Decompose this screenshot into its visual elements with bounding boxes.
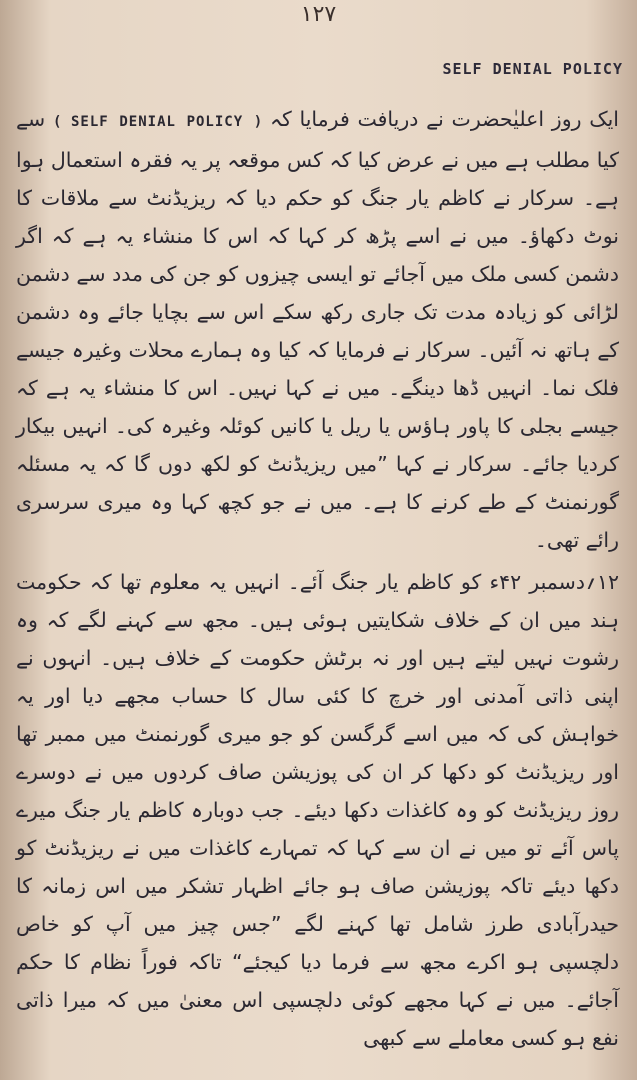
paragraph-1-lead: ایک روز اعلیٰحضرت نے دریافت فرمایا کہ <box>269 107 619 131</box>
page-body <box>16 100 619 1057</box>
paragraph-1 <box>16 100 619 559</box>
paragraph-2: ۱۲؍دسمبر ۴۲ء کو کاظم یار جنگ آئے۔ انہیں یہ معلوم تھا کہ حکومت ہند میں ان کے خلاف شکایتیں ہوئی ہیں۔ مجھ سے کہنے لگے کہ وہ رشوت نہیں لیتے ہیں اور نہ برٹش حکومت کے خلاف ہیں۔ انہوں نے اپنی ذاتی آمدنی اور خرچ کا کئی سال کا حساب مجھے دیا اور یہ خواہش کی کہ میں اسے گرگسن کو جو میری گورنمنٹ میں ممبر تھا اور ریزیڈنٹ کو دکھا کر ان کی پوزیشن صاف کردوں میں نے دوسرے روز ریزیڈنٹ کو وہ کاغذات دکھا دیئے۔ جب دوبارہ کاظم یار جنگ میرے پاس آئے تو میں نے ان سے کہا کہ تمہارے کاغذات میں نے ریزیڈنٹ کو دکھا دیئے تاکہ پوزیشن صاف ہو جائے اظہار تشکر میں اس زمانہ کا حیدرآبادی طرز شامل تھا کہنے لگے ”جس چیز میں آپ کو خاص دلچسپی ہو اکرے مجھ سے فرما دیا کیجئے“ تاکہ فوراً نظام کا حکم آجائے۔ میں نے کہا مجھے کوئی دلچسپی اس معنیٰ میں کہ میرا ذاتی نفع ہو کسی معاملے سے کبھی <box>16 570 619 1050</box>
paragraph-1-rest: سے کیا مطلب ہے میں نے عرض کیا کہ کس موقعہ پر یہ فقرہ استعمال ہوا ہے۔ سرکار نے کاظم یار جنگ کو حکم دیا کہ ریزیڈنٹ سے ملاقات کا نوٹ دکھاؤ۔ میں نے اسے پڑھ کر کہا کہ اس کا منشاء یہ ہے کہ اگر دشمن کسی ملک میں آجائے تو ایسی چیزوں کو جن کی مدد سے دشمن لڑائی کو زیادہ مدت تک جاری رکھ سکے اس سے بچایا جائے وہ دشمن کے ہاتھ نہ آئیں۔ سرکار نے فرمایا کہ کیا وہ ہمارے محلات وغیرہ جیسے فلک نما۔ انہیں ڈھا دینگے۔ میں نے کہا نہیں۔ اس کا منشاء یہ ہے کہ جیسے بجلی کا پاور ہاؤس یا ریل یا کانیں کوئلہ وغیرہ کی۔ انہیں بیکار کردیا جائے۔ سرکار نے کہا ”میں ریزیڈنٹ کو لکھ دوں گا کہ یہ مسئلہ گورنمنٹ کے طے کرنے کا ہے۔ میں نے جو کچھ کہا وہ میری سرسری رائے تھی۔ <box>16 107 619 552</box>
page-number: ۱۲۷ <box>300 2 337 27</box>
policy-term: ( SELF DENIAL POLICY ) <box>52 114 263 130</box>
section-heading: SELF DENIAL POLICY <box>442 60 623 78</box>
